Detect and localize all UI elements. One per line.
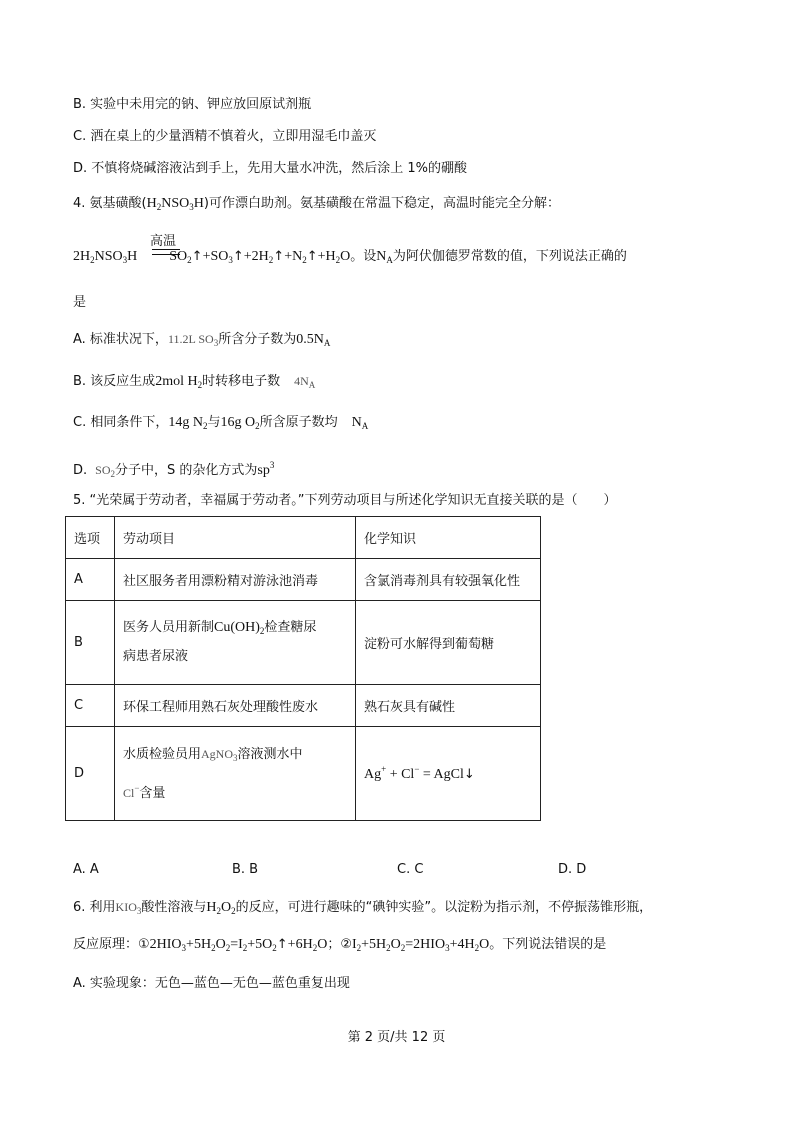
formula-sulfamic-acid: $H_2NSO_3H$ <box>146 196 204 212</box>
q4-stem: 4. 氨基磺酸$(H_2NSO_3H)$可作漂白助剂。氨基磺酸在常温下稳定，高温时能完全分解： <box>73 196 560 212</box>
table-row: C 环保工程师用熟石灰处理酸性废水 熟石灰具有碱性 <box>66 685 541 727</box>
q5-answer-c: C. C <box>397 862 424 877</box>
q4-option-b: B. 该反应生成2mol $H_2$时转移电子数 $4N_A$ <box>73 374 316 390</box>
q4-option-d: D. $SO_2$分子中，S 的杂化方式为$sp^3$ <box>73 460 275 479</box>
page-footer: 第 2 页/共 12 页 <box>347 1030 446 1045</box>
q5-answer-b: B. B <box>232 862 259 877</box>
table-header-row <box>66 517 541 559</box>
option-d-text: D. 不慎将烧碱溶液沾到手上，先用大量水冲洗，然后涂上 1%的硼酸 <box>73 161 468 176</box>
q4-stem-tail: 是 <box>73 295 87 310</box>
q6-reaction-line: 反应原理：$①2HIO_3+5H_2O_2=I_2+5O_2↑+6H_2O$；$②I_2+5H_2O_2=2HIO_3+4H_2O$。下列说法错误的是 <box>73 937 607 953</box>
q5-answer-d: D. D <box>558 862 587 877</box>
q6-stem: 6. 利用$KIO_3$酸性溶液与$H_2O_2$的反应，可进行趣味的“碘钟实验”。以淀粉为指示剂，不停振荡锥形瓶， <box>73 900 653 916</box>
table-row: B 医务人员用新制$Cu(OH)_2$检查糖尿 病患者尿液 淀粉可水解得到葡萄糖 <box>66 601 541 685</box>
header-knowledge: 化学知识 <box>356 517 541 559</box>
reaction-condition: 高温 <box>150 234 177 249</box>
q4-equation: $2H_2NSO_3H$ $SO_2↑+SO_3↑+2H_2↑+N_2↑+H_2O$。设$N_A$为阿伏伽德罗常数的值，下列说法正确的 <box>73 249 627 265</box>
table-row: A 社区服务者用漂粉精对游泳池消毒 含氯消毒剂具有较强氧化性 <box>66 559 541 601</box>
option-c-text: C. 洒在桌上的少量酒精不慎着火，立即用湿毛巾盖灭 <box>73 129 377 144</box>
table-row: D 水质检验员用AgNO$_3$溶液测水中 Cl−含量 Ag+ + Cl− = AgCl↓ <box>66 727 541 821</box>
q5-stem: 5. “光荣属于劳动者，幸福属于劳动者。”下列劳动项目与所述化学知识无直接关联的是（ ） <box>73 493 617 508</box>
header-work: 劳动项目 <box>115 517 356 559</box>
q4-option-c: C. 相同条件下，14g $N_2$与16g $O_2$所含原子数均 $N_A$ <box>73 415 369 431</box>
q4-option-a: A. 标准状况下，11.2L $SO_3$所含分子数为$0.5N_A$ <box>73 332 331 348</box>
header-option: 选项 <box>66 517 115 559</box>
ionic-equation: Ag+ + Cl− = AgCl <box>364 764 464 782</box>
q6-option-a: A. 实验现象：无色—蓝色—无色—蓝色重复出现 <box>73 976 350 991</box>
option-b-text: B. 实验中未用完的钠、钾应放回原试剂瓶 <box>73 97 312 112</box>
q5-table <box>65 516 541 821</box>
q5-answer-a: A. A <box>73 862 99 877</box>
